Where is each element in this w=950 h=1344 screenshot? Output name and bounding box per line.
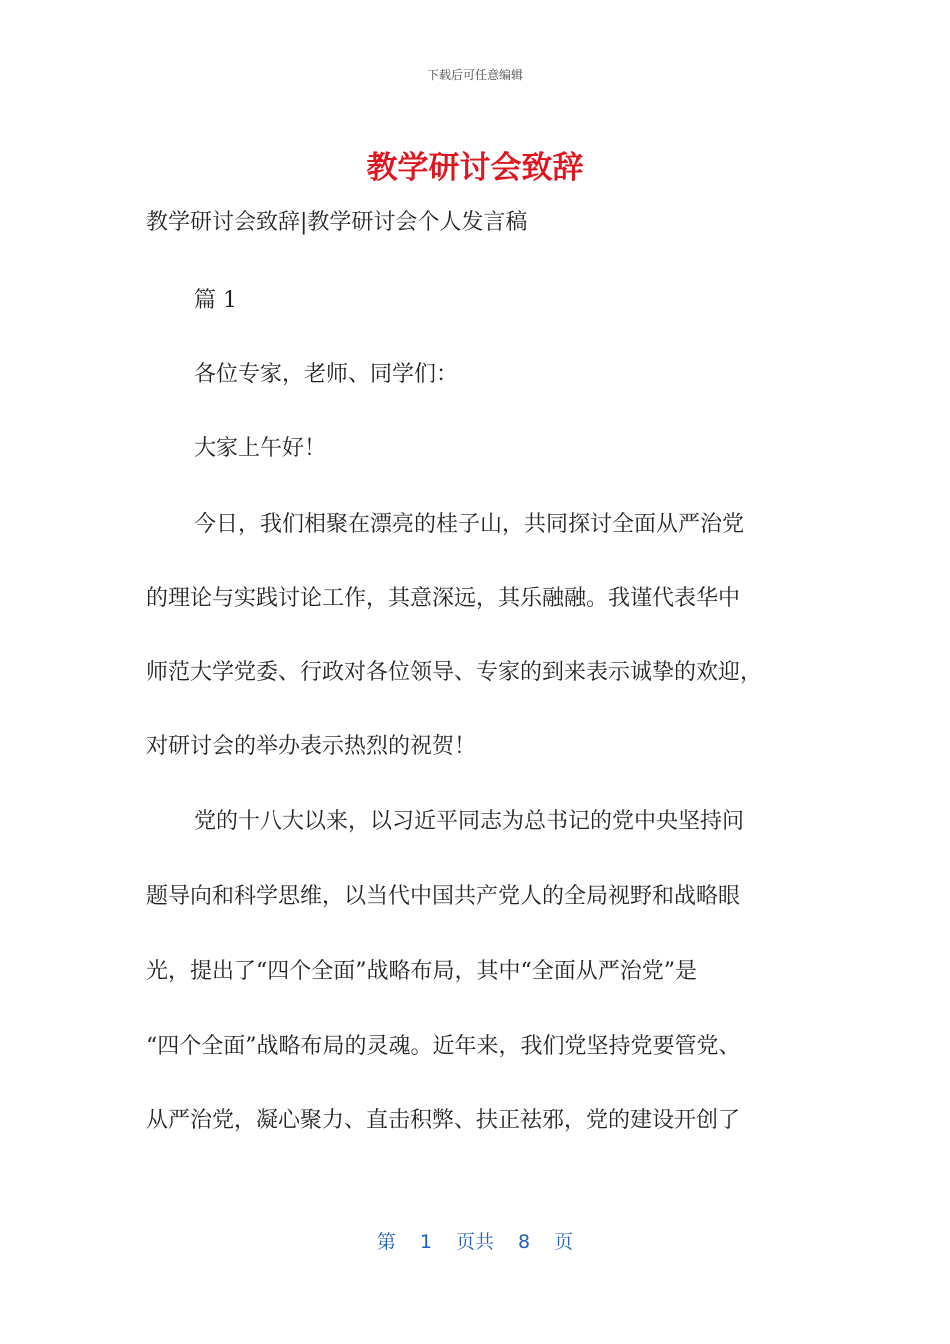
page-header: 下载后可任意编辑 — [426, 68, 523, 82]
footer-prefix: 第 — [376, 1231, 396, 1253]
page-total: 8 — [518, 1231, 531, 1253]
section-label: 篇 1 — [194, 288, 237, 313]
paragraph-line: “四个全面”战略布局的灵魂。近年来，我们党坚持党要管党、 — [146, 1034, 741, 1059]
salutation: 各位专家，老师、同学们： — [194, 362, 459, 387]
footer-middle: 页共 — [455, 1231, 494, 1253]
paragraph-line: 的理论与实践讨论工作，其意深远，其乐融融。我谨代表华中 — [146, 586, 741, 611]
paragraph-line: 题导向和科学思维，以当代中国共产党人的全局视野和战略眼 — [146, 884, 741, 909]
page-footer — [0, 1227, 950, 1254]
paragraph-line: 师范大学党委、行政对各位领导、专家的到来表示诚挚的欢迎， — [146, 660, 763, 685]
greeting: 大家上午好！ — [194, 436, 327, 461]
document-title: 教学研讨会致辞 — [366, 150, 584, 186]
paragraph-line: 光，提出了“四个全面”战略布局，其中“全面从严治党”是 — [146, 959, 697, 984]
footer-suffix: 页 — [554, 1231, 574, 1253]
paragraph-line: 今日，我们相聚在漂亮的桂子山，共同探讨全面从严治党 — [194, 512, 745, 537]
page-number: 1 — [419, 1231, 432, 1253]
paragraph-line: 从严治党，凝心聚力、直击积弊、扶正祛邪，党的建设开创了 — [146, 1108, 741, 1133]
document-subtitle: 教学研讨会致辞|教学研讨会个人发言稿 — [146, 210, 528, 235]
paragraph-line: 党的十八大以来，以习近平同志为总书记的党中央坚持问 — [194, 809, 745, 834]
paragraph-line: 对研讨会的举办表示热烈的祝贺！ — [146, 734, 477, 759]
